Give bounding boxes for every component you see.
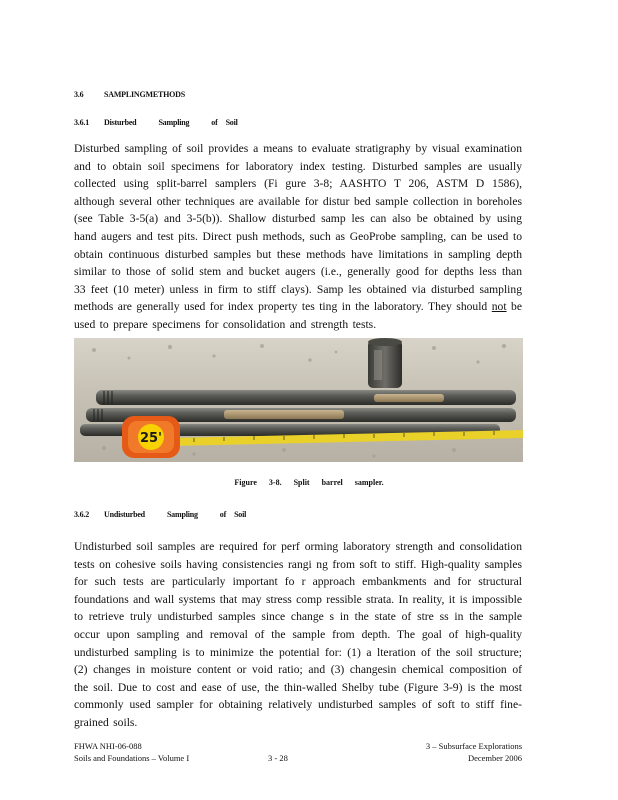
subsection-word: Soil [234, 510, 247, 519]
figure-caption [0, 478, 618, 487]
subsection-number: 3.6.1 [74, 118, 90, 127]
emphasis-not: not [491, 300, 507, 314]
footer-volume: Soils and Foundations – Volume I [74, 753, 190, 763]
caption-part: Figure [234, 478, 257, 487]
footer-chapter: 3 – Subsurface Explorations [425, 741, 522, 751]
caption-part: sampler. [354, 478, 384, 487]
paragraph-text: Disturbed sampling of soil provides a means to evaluate stratigraphy by visual examination and to obtain soil specimens for laboratory index testing. Disturbed samples are usually collected using split-barrel samplers (Fi gure 3-8; AASHTO T 206, ASTM D 1586), although several other techniques are available for distur bed sample collection in boreholes (see Table 3-5(a) and 3-5(b)). Shallow disturbed samp les can also be obtained by using hand augers and test pits. Direct push methods, such as GeoProbe sampling, can be used to obtain continuous disturbed samples but these methods have limitations in sampling depth similar to those of solid stem and bucket augers (i.e., generally good for depths less than 33 feet (10 meter) unless in firm to stiff clays). Samp les obtained via disturbed sampling methods are generally used for index property tes ting in the laboratory. They should [74, 142, 522, 314]
subsection-word: Disturbed [104, 118, 137, 127]
caption-part: 3-8. [268, 478, 282, 487]
subsection-word: Sampling [158, 118, 190, 127]
footer-left [74, 740, 189, 764]
section-title: SAMPLINGMETHODS [104, 90, 186, 99]
subsection-word: Soil [225, 118, 238, 127]
subsection-word: of [211, 118, 218, 127]
subsection-word: Sampling [166, 510, 198, 519]
caption-part: Split [293, 478, 310, 487]
paragraph-disturbed-sampling [74, 140, 522, 334]
subsection-word: of [219, 510, 227, 519]
subsection-number: 3.6.2 [74, 510, 90, 519]
subsection-word: Undisturbed [104, 510, 145, 519]
section-heading [74, 90, 185, 99]
photo-illustration [74, 338, 523, 462]
paragraph-text: be used to prepare specimens for consolidation and strength tests. [74, 300, 523, 331]
subsection-heading-undisturbed [74, 510, 246, 519]
paragraph-undisturbed-sampling: Undisturbed soil samples are required for perf orming laboratory strength and consolidation tests on cohesive soils having consistencies rangi ng from soft to stiff. High-quality samples for such tests are particularly important fo r approach embankments and for structural foundations and wall systems that may stress comp ressible strata. In reality, it is impossible to retrieve truly undisturbed samples since change s in the state of stre ss in the sample occur upon sampling and removal of the sample from depth. The goal of high-quality undisturbed sampling is to minimize the potential for: (1) a lteration of the soil structure; (2) changes in moisture content or void ratio; and (3) changesin chemical composition of the soil. Due to cost and ease of use, the thin-walled Shelby tube (Figure 3-9) is the most commonly used sampler for obtaining relatively undisturbed samples of soft to stiff fine-grained soils. [74, 540, 522, 729]
page-number: 3 - 28 [268, 753, 288, 763]
subsection-heading-disturbed [74, 118, 238, 127]
section-number: 3.6 [74, 90, 84, 99]
caption-part: barrel [321, 478, 343, 487]
footer-date: December 2006 [467, 753, 522, 763]
tape-measure-label: 25' [139, 431, 163, 446]
figure-photo-split-barrel-sampler [74, 338, 523, 462]
footer-doc-number: FHWA NHI-06-088 [74, 741, 142, 751]
footer-right [426, 740, 522, 764]
